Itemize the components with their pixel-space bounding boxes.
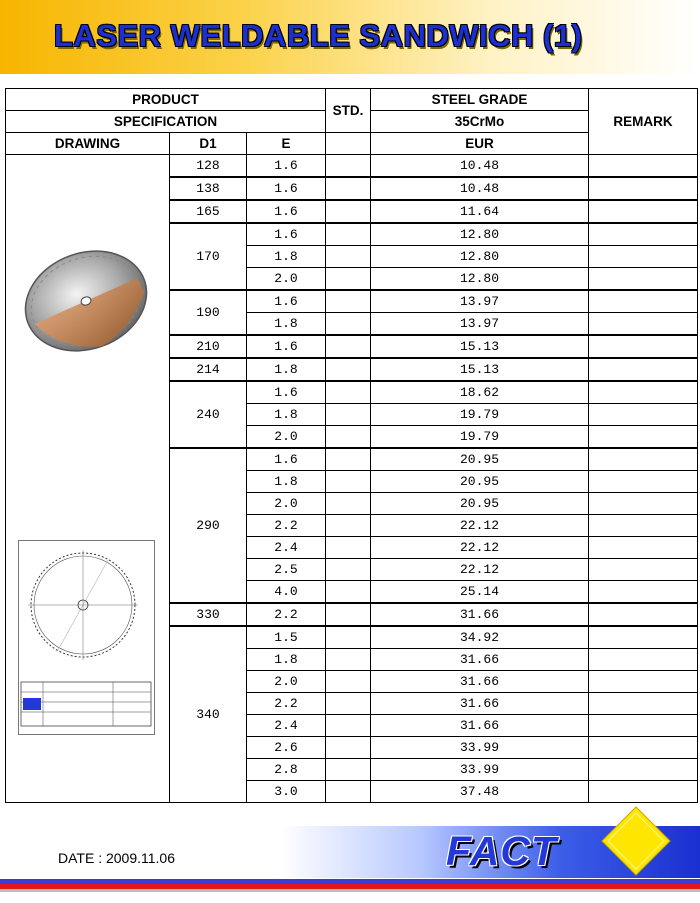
- cell-e: 2.2: [247, 693, 326, 715]
- header-remark: REMARK: [589, 89, 698, 155]
- cell-std: [326, 223, 371, 246]
- cell-std: [326, 715, 371, 737]
- cell-remark: [589, 246, 698, 268]
- cell-eur: 22.12: [371, 515, 589, 537]
- cell-d1: 214: [170, 358, 247, 381]
- cell-d1: 290: [170, 448, 247, 603]
- cell-remark: [589, 426, 698, 449]
- cell-remark: [589, 537, 698, 559]
- cell-std: [326, 737, 371, 759]
- cell-e: 2.2: [247, 515, 326, 537]
- cell-eur: 15.13: [371, 335, 589, 358]
- cell-eur: 31.66: [371, 671, 589, 693]
- saw-blade-photo-icon: [16, 239, 156, 364]
- header-std: STD.: [326, 89, 371, 133]
- cell-eur: 31.66: [371, 693, 589, 715]
- diamond-logo-icon: [600, 805, 672, 877]
- cell-std: [326, 426, 371, 449]
- cell-d1: 330: [170, 603, 247, 626]
- cell-remark: [589, 603, 698, 626]
- cell-e: 1.6: [247, 381, 326, 404]
- cell-remark: [589, 471, 698, 493]
- cell-std: [326, 246, 371, 268]
- cell-eur: 22.12: [371, 537, 589, 559]
- cell-e: 1.6: [247, 155, 326, 178]
- cell-remark: [589, 448, 698, 471]
- cell-eur: 12.80: [371, 223, 589, 246]
- cell-eur: 19.79: [371, 404, 589, 426]
- cell-e: 1.6: [247, 177, 326, 200]
- cell-e: 2.4: [247, 537, 326, 559]
- header-e: E: [247, 133, 326, 155]
- cell-e: 1.8: [247, 471, 326, 493]
- cell-std: [326, 290, 371, 313]
- cell-std: [326, 693, 371, 715]
- cell-remark: [589, 493, 698, 515]
- cell-remark: [589, 759, 698, 781]
- page-title: LASER WELDABLE SANDWICH (1): [54, 18, 583, 53]
- cell-eur: 12.80: [371, 268, 589, 291]
- date-label: DATE : 2009.11.06: [58, 850, 175, 866]
- cell-e: 2.8: [247, 759, 326, 781]
- header-steel-grade: STEEL GRADE: [371, 89, 589, 111]
- cell-remark: [589, 781, 698, 803]
- cell-eur: 31.66: [371, 715, 589, 737]
- cell-remark: [589, 335, 698, 358]
- cell-e: 2.0: [247, 493, 326, 515]
- cell-std: [326, 603, 371, 626]
- cell-eur: 15.13: [371, 358, 589, 381]
- cell-d1: 240: [170, 381, 247, 448]
- header-d1: D1: [170, 133, 247, 155]
- header-specification: SPECIFICATION: [6, 111, 326, 133]
- cell-e: 4.0: [247, 581, 326, 604]
- table-row: [6, 155, 698, 178]
- cell-eur: 33.99: [371, 737, 589, 759]
- cell-std: [326, 200, 371, 223]
- cell-std: [326, 581, 371, 604]
- cell-remark: [589, 515, 698, 537]
- drawing-cell: [6, 155, 170, 803]
- fact-logo: FACT: [446, 828, 558, 874]
- cell-e: 2.0: [247, 268, 326, 291]
- cell-e: 2.2: [247, 603, 326, 626]
- cell-remark: [589, 649, 698, 671]
- cell-d1: 170: [170, 223, 247, 290]
- cell-e: 1.8: [247, 358, 326, 381]
- cell-std: [326, 381, 371, 404]
- cell-std: [326, 313, 371, 336]
- cell-remark: [589, 671, 698, 693]
- cell-eur: 22.12: [371, 559, 589, 581]
- cell-eur: 12.80: [371, 246, 589, 268]
- cell-d1: 340: [170, 626, 247, 803]
- cell-remark: [589, 290, 698, 313]
- title-bar: [0, 0, 700, 74]
- technical-drawing-icon: [18, 540, 155, 735]
- cell-std: [326, 515, 371, 537]
- cell-eur: 10.48: [371, 177, 589, 200]
- cell-remark: [589, 737, 698, 759]
- cell-std: [326, 537, 371, 559]
- cell-d1: 190: [170, 290, 247, 335]
- cell-eur: 10.48: [371, 155, 589, 178]
- cell-e: 2.6: [247, 737, 326, 759]
- cell-eur: 20.95: [371, 493, 589, 515]
- cell-std: [326, 559, 371, 581]
- cell-std: [326, 759, 371, 781]
- cell-remark: [589, 626, 698, 649]
- cell-e: 1.6: [247, 223, 326, 246]
- footer-stripe-gray: [0, 889, 700, 892]
- cell-e: 2.4: [247, 715, 326, 737]
- cell-d1: 128: [170, 155, 247, 178]
- cell-e: 1.6: [247, 290, 326, 313]
- cell-eur: 13.97: [371, 313, 589, 336]
- cell-eur: 31.66: [371, 603, 589, 626]
- cell-remark: [589, 200, 698, 223]
- cell-remark: [589, 581, 698, 604]
- cell-remark: [589, 559, 698, 581]
- cell-remark: [589, 223, 698, 246]
- cell-e: 1.8: [247, 246, 326, 268]
- cell-remark: [589, 715, 698, 737]
- cell-e: 1.6: [247, 448, 326, 471]
- header-currency: EUR: [371, 133, 589, 155]
- cell-d1: 165: [170, 200, 247, 223]
- cell-std: [326, 671, 371, 693]
- cell-eur: 33.99: [371, 759, 589, 781]
- price-table: [5, 88, 698, 803]
- cell-std: [326, 404, 371, 426]
- cell-remark: [589, 268, 698, 291]
- cell-std: [326, 268, 371, 291]
- cell-std: [326, 335, 371, 358]
- cell-d1: 138: [170, 177, 247, 200]
- cell-eur: 11.64: [371, 200, 589, 223]
- cell-std: [326, 448, 371, 471]
- header-product: PRODUCT: [6, 89, 326, 111]
- header-std-blank: [326, 133, 371, 155]
- cell-eur: 20.95: [371, 448, 589, 471]
- cell-e: 2.0: [247, 426, 326, 449]
- cell-d1: 210: [170, 335, 247, 358]
- cell-remark: [589, 358, 698, 381]
- cell-std: [326, 155, 371, 178]
- cell-eur: 19.79: [371, 426, 589, 449]
- cell-eur: 25.14: [371, 581, 589, 604]
- cell-std: [326, 493, 371, 515]
- cell-remark: [589, 313, 698, 336]
- cell-remark: [589, 381, 698, 404]
- cell-e: 1.6: [247, 335, 326, 358]
- cell-eur: 13.97: [371, 290, 589, 313]
- cell-eur: 20.95: [371, 471, 589, 493]
- cell-e: 3.0: [247, 781, 326, 803]
- cell-eur: 34.92: [371, 626, 589, 649]
- cell-std: [326, 471, 371, 493]
- cell-remark: [589, 693, 698, 715]
- cell-e: 1.6: [247, 200, 326, 223]
- cell-remark: [589, 155, 698, 178]
- cell-std: [326, 358, 371, 381]
- cell-remark: [589, 177, 698, 200]
- cell-eur: 31.66: [371, 649, 589, 671]
- cell-std: [326, 626, 371, 649]
- cell-e: 1.8: [247, 649, 326, 671]
- cell-remark: [589, 404, 698, 426]
- cell-e: 1.8: [247, 404, 326, 426]
- header-grade-name: 35CrMo: [371, 111, 589, 133]
- cell-eur: 37.48: [371, 781, 589, 803]
- cell-std: [326, 177, 371, 200]
- cell-e: 1.5: [247, 626, 326, 649]
- header-drawing: DRAWING: [6, 133, 170, 155]
- cell-e: 2.0: [247, 671, 326, 693]
- cell-eur: 18.62: [371, 381, 589, 404]
- cell-e: 1.8: [247, 313, 326, 336]
- cell-std: [326, 781, 371, 803]
- cell-std: [326, 649, 371, 671]
- cell-e: 2.5: [247, 559, 326, 581]
